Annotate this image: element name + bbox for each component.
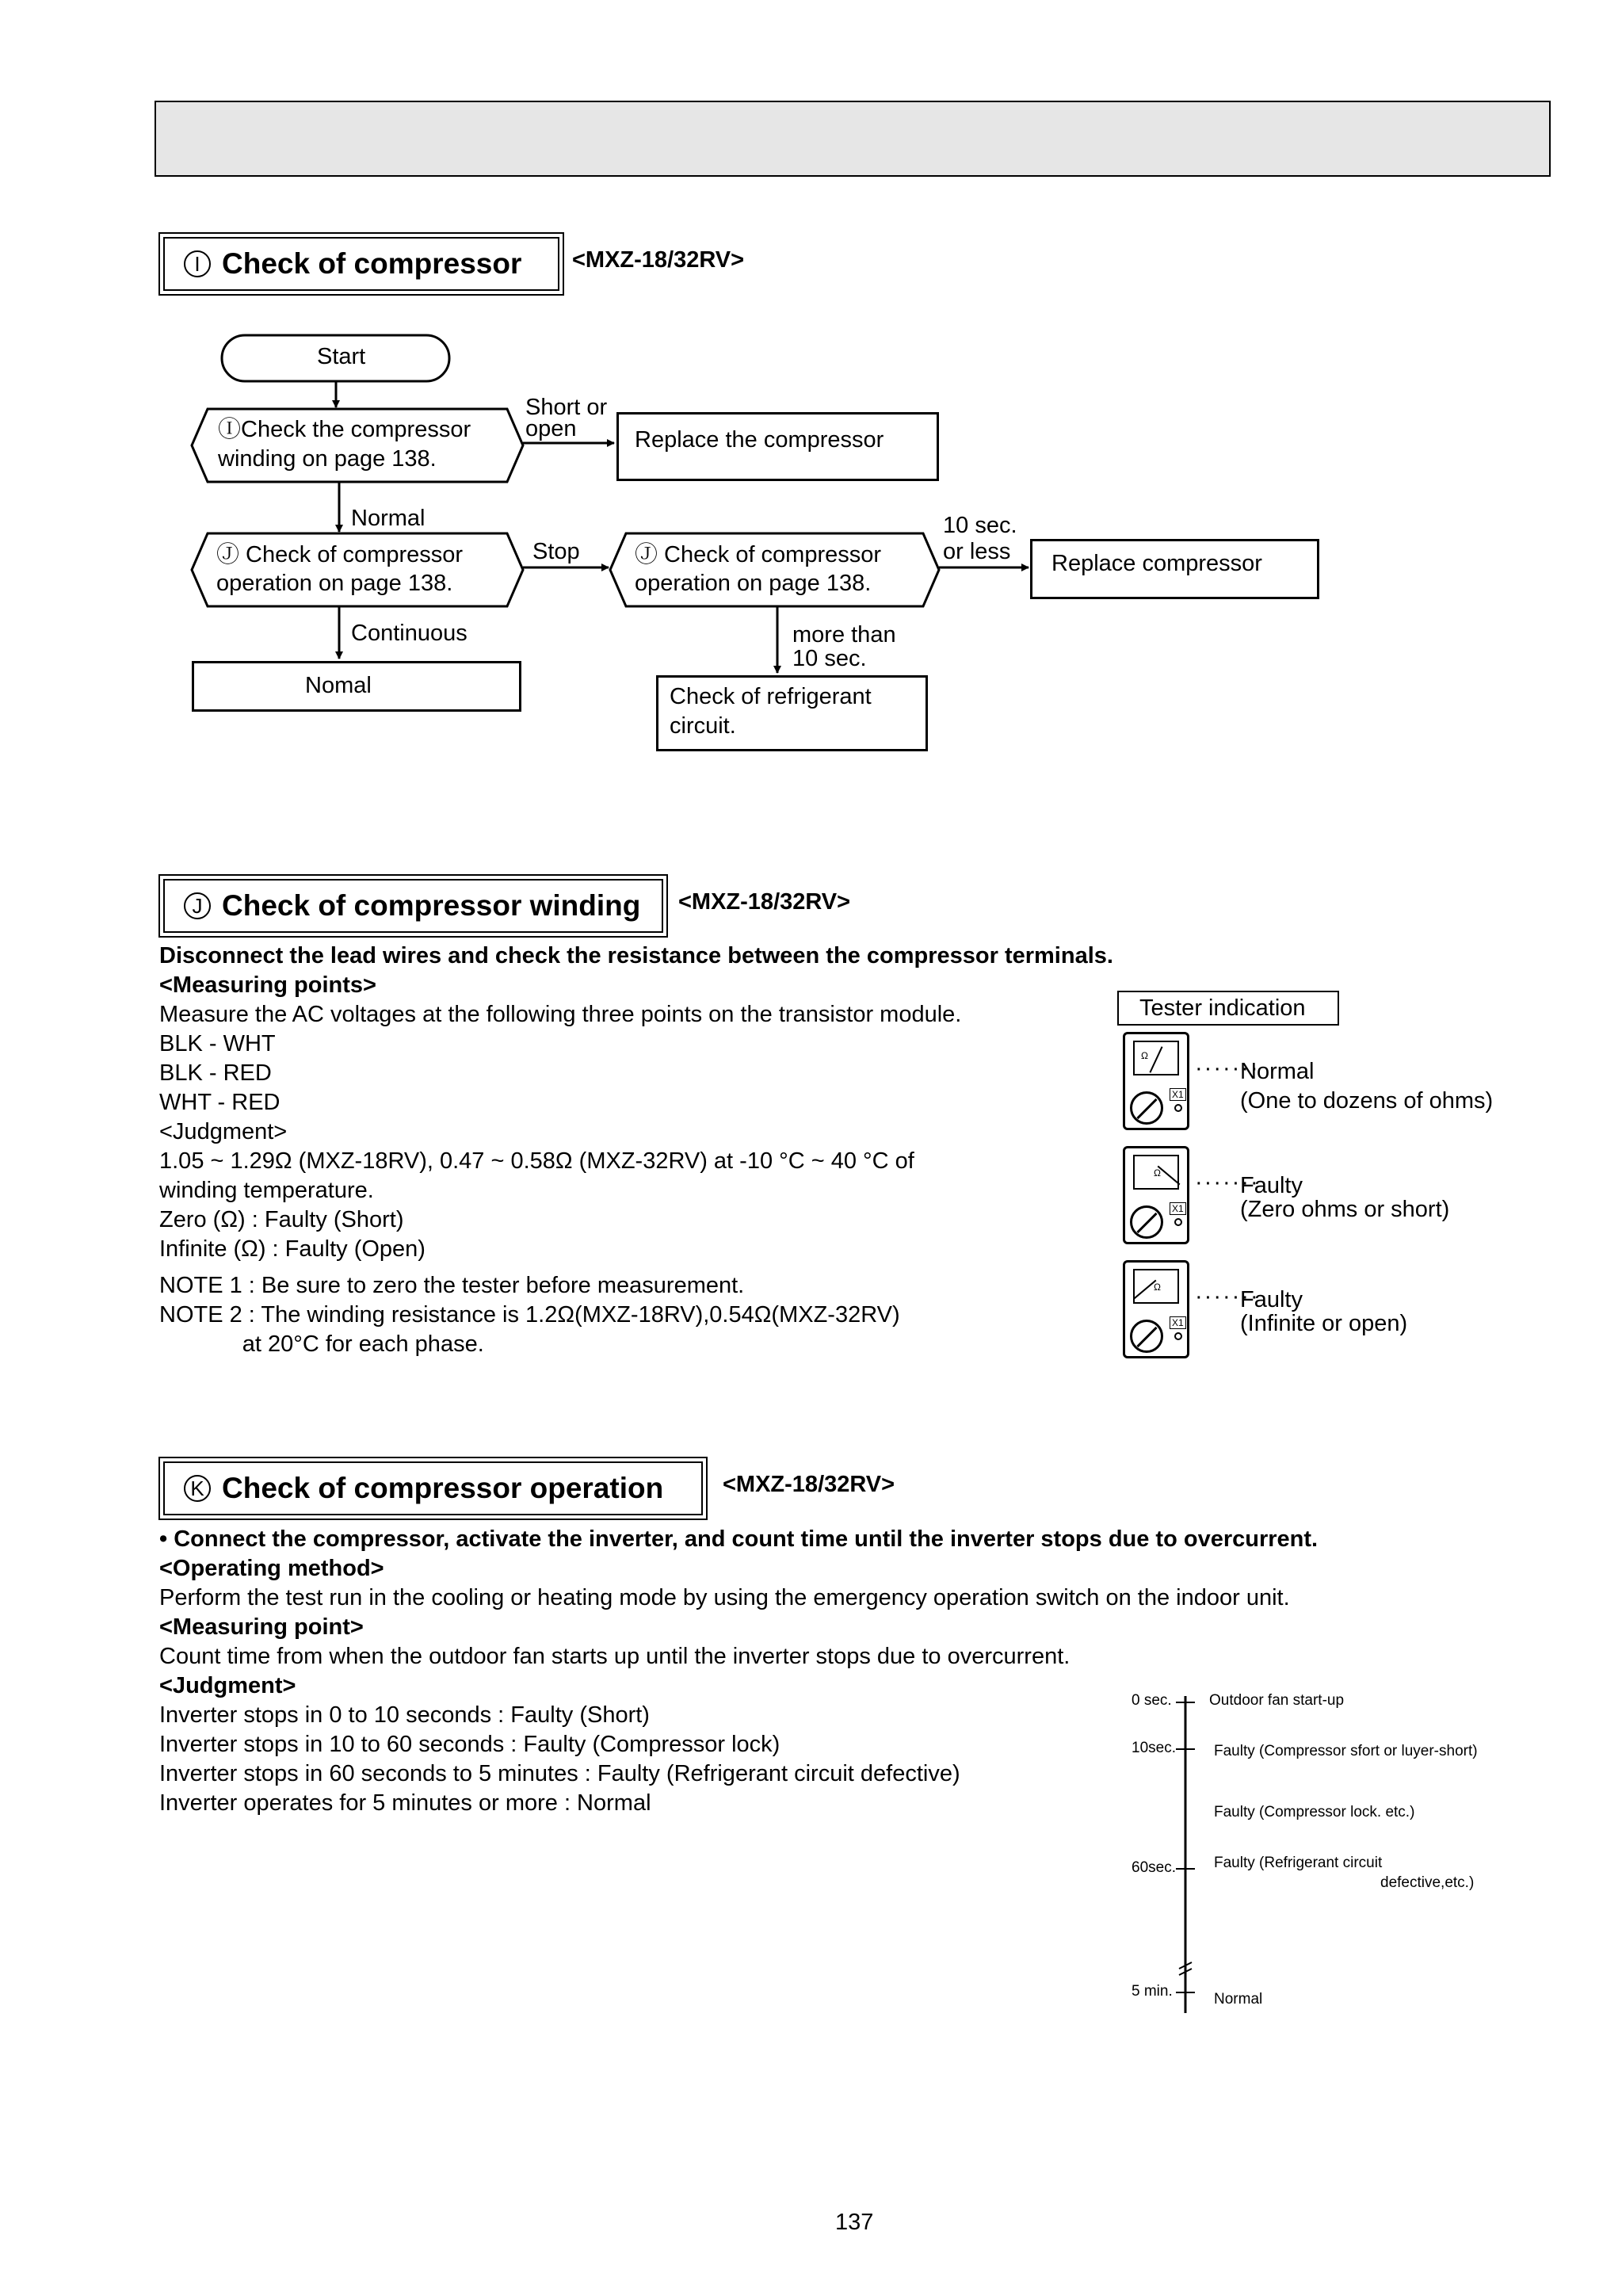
section-j-model: <MXZ-18/32RV> bbox=[678, 889, 851, 915]
k-lead: • Connect the compressor, activate the inverter, and count time until the inverter stops due to overcurrent. bbox=[159, 1526, 1319, 1552]
timeline-label-0: Outdoor fan start-up bbox=[1209, 1692, 1345, 1709]
section-k-title: Check of compressor operation bbox=[222, 1472, 664, 1504]
k-measuring-text: Count time from when the outdoor fan starts up until the inverter stops due to overcurrent. bbox=[159, 1644, 1071, 1669]
step3-line1: Ⓙ Check of compressor bbox=[635, 542, 882, 567]
tester-meter-normal bbox=[1123, 1032, 1189, 1130]
j-measuring-heading: <Measuring points> bbox=[159, 972, 376, 998]
step2-line2: operation on page 138. bbox=[216, 571, 453, 596]
meter-knob bbox=[1130, 1205, 1163, 1239]
k-judgment-0: Inverter stops in 0 to 10 seconds : Faulty (Short) bbox=[159, 1702, 650, 1728]
ohm-symbol: Ω bbox=[1154, 1167, 1161, 1179]
range-label: X1 bbox=[1170, 1316, 1186, 1329]
step3-line2: operation on page 138. bbox=[635, 571, 872, 596]
short-open-line2: open bbox=[525, 416, 577, 441]
nomal-label: Nomal bbox=[305, 673, 372, 698]
k-operating-text: Perform the test run in the cooling or heating mode by using the emergency operation switch on the indoor unit. bbox=[159, 1585, 1290, 1610]
tester-meter-short bbox=[1123, 1146, 1189, 1244]
tester-detail-0: (One to dozens of ohms) bbox=[1240, 1088, 1494, 1114]
range-label: X1 bbox=[1170, 1088, 1186, 1101]
refrigerant-line2: circuit. bbox=[670, 713, 736, 739]
nomal-box bbox=[192, 661, 521, 712]
normal-label: Normal bbox=[351, 506, 426, 531]
timeline-label-4: defective,etc.) bbox=[1380, 1874, 1475, 1891]
more-than-line2: 10 sec. bbox=[792, 646, 867, 671]
stop-label: Stop bbox=[532, 539, 580, 564]
tick-label-60: 60sec. bbox=[1132, 1859, 1176, 1876]
section-i-marker: I bbox=[184, 250, 211, 277]
timeline-label-2: Faulty (Compressor lock. etc.) bbox=[1214, 1804, 1415, 1820]
k-judgment-1: Inverter stops in 10 to 60 seconds : Faulty (Compressor lock) bbox=[159, 1732, 780, 1757]
j-note-2: at 20°C for each phase. bbox=[159, 1331, 484, 1357]
k-operating-heading: <Operating method> bbox=[159, 1556, 384, 1581]
short-open-line1: Short or bbox=[525, 395, 608, 420]
section-j-marker: J bbox=[184, 892, 211, 919]
dots-open: ······· bbox=[1195, 1284, 1260, 1309]
j-lead: Disconnect the lead wires and check the resistance between the compressor terminals. bbox=[159, 943, 1113, 968]
section-k-model: <MXZ-18/32RV> bbox=[723, 1472, 895, 1497]
j-line-2: BLK - RED bbox=[159, 1060, 272, 1086]
ten-sec-line2: or less bbox=[943, 539, 1011, 564]
tester-heading-box bbox=[1117, 991, 1339, 1026]
meter-knob bbox=[1130, 1320, 1163, 1353]
replace-compressor2-box bbox=[1030, 539, 1319, 599]
replace-compressor2-label: Replace compressor bbox=[1051, 551, 1262, 576]
ohm-symbol: Ω bbox=[1154, 1282, 1161, 1293]
tick-label-10: 10sec. bbox=[1132, 1740, 1176, 1756]
more-than-line1: more than bbox=[792, 622, 896, 648]
j-line-3: WHT - RED bbox=[159, 1090, 281, 1115]
timeline-label-1: Faulty (Compressor sfort or luyer-short) bbox=[1214, 1743, 1478, 1759]
j-line-8: Infinite (Ω) : Faulty (Open) bbox=[159, 1236, 426, 1262]
tick-label-0: 0 sec. bbox=[1132, 1692, 1172, 1709]
step2-line1: Ⓙ Check of compressor bbox=[216, 542, 464, 567]
tester-status-1: Faulty bbox=[1240, 1173, 1303, 1198]
section-i-model: <MXZ-18/32RV> bbox=[572, 247, 745, 273]
tester-status-2: Faulty bbox=[1240, 1287, 1303, 1312]
range-label: X1 bbox=[1170, 1202, 1186, 1215]
section-i-title: Check of compressor bbox=[222, 247, 522, 280]
meter-dial bbox=[1133, 1155, 1179, 1190]
continuous-label: Continuous bbox=[351, 621, 468, 646]
tester-status-0: Normal bbox=[1240, 1059, 1315, 1084]
k-judgment-2: Inverter stops in 60 seconds to 5 minutes : Faulty (Refrigerant circuit defective) bbox=[159, 1761, 960, 1786]
dots-normal: ······· bbox=[1195, 1056, 1260, 1081]
page-number: 137 bbox=[835, 2210, 874, 2235]
step1-line1: ⒾCheck the compressor bbox=[218, 417, 471, 442]
tester-detail-2: (Infinite or open) bbox=[1240, 1311, 1408, 1336]
timeline-label-3: Faulty (Refrigerant circuit bbox=[1214, 1855, 1383, 1871]
j-line-4: <Judgment> bbox=[159, 1119, 288, 1144]
section-j-title: Check of compressor winding bbox=[222, 889, 641, 922]
meter-knob bbox=[1130, 1091, 1163, 1125]
j-note-1: NOTE 2 : The winding resistance is 1.2Ω(MXZ-18RV),0.54Ω(MXZ-32RV) bbox=[159, 1302, 900, 1328]
tick-label-5min: 5 min. bbox=[1132, 1983, 1173, 2000]
j-line-0: Measure the AC voltages at the following three points on the transistor module. bbox=[159, 1002, 962, 1027]
timeline-label-5: Normal bbox=[1214, 1991, 1263, 2008]
j-note-0: NOTE 1 : Be sure to zero the tester before measurement. bbox=[159, 1273, 745, 1298]
j-line-5: 1.05 ~ 1.29Ω (MXZ-18RV), 0.47 ~ 0.58Ω (MXZ-32RV) at -10 °C ~ 40 °C of bbox=[159, 1148, 914, 1174]
k-measuring-heading: <Measuring point> bbox=[159, 1614, 364, 1640]
k-judgment-heading: <Judgment> bbox=[159, 1673, 296, 1698]
j-line-7: Zero (Ω) : Faulty (Short) bbox=[159, 1207, 404, 1232]
section-k-title-box bbox=[158, 1457, 708, 1520]
step1-line2: winding on page 138. bbox=[218, 446, 437, 472]
j-line-6: winding temperature. bbox=[159, 1178, 374, 1203]
j-line-1: BLK - WHT bbox=[159, 1031, 276, 1056]
ten-sec-line1: 10 sec. bbox=[943, 513, 1017, 538]
k-judgment-3: Inverter operates for 5 minutes or more : Normal bbox=[159, 1790, 651, 1816]
tester-heading: Tester indication bbox=[1139, 995, 1306, 1021]
replace-compressor-label: Replace the compressor bbox=[635, 427, 884, 453]
tester-meter-open bbox=[1123, 1260, 1189, 1358]
meter-dial bbox=[1133, 1269, 1179, 1304]
section-k-marker: K bbox=[184, 1475, 211, 1502]
dots-short: ······· bbox=[1195, 1170, 1260, 1195]
replace-compressor-box bbox=[616, 412, 939, 481]
refrigerant-line1: Check of refrigerant bbox=[670, 684, 872, 709]
tester-detail-1: (Zero ohms or short) bbox=[1240, 1197, 1450, 1222]
meter-needle bbox=[1149, 1046, 1162, 1072]
ohm-symbol: Ω bbox=[1141, 1050, 1148, 1061]
start-label: Start bbox=[317, 344, 366, 369]
meter-dial bbox=[1133, 1041, 1179, 1075]
section-j-title-box bbox=[158, 874, 668, 938]
refrigerant-box bbox=[656, 675, 928, 751]
